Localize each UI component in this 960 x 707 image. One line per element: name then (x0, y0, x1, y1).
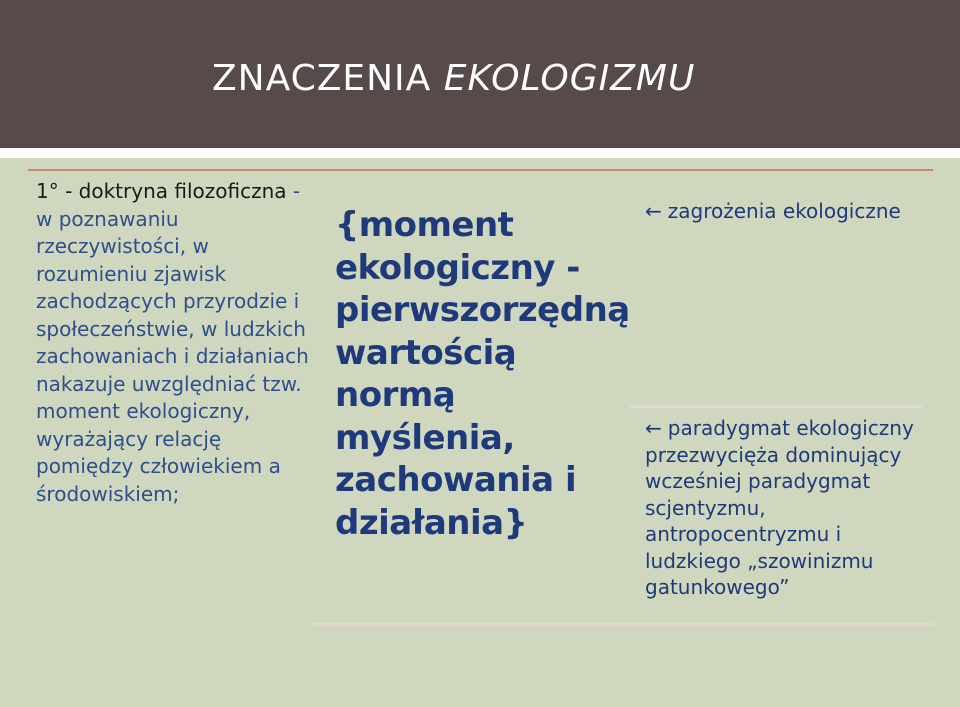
left-text: - w poznawaniu rzeczywistości, w rozumieniu zjawisk zachodzących przyrodzie i społeczeństwie, w ludzkich zachowaniach i działaniach nakazuje uwzględniać tzw. moment ekologiczny, wyrażający relację pomiędzy człowiekiem a środowiskiem; (36, 179, 309, 506)
slide-title-normal: ZNACZENIA (212, 58, 444, 99)
left-column (36, 178, 316, 508)
left-lead: 1° - doktryna filozoficzna (36, 179, 287, 203)
middle-column: {moment ekologiczny - pierwszorzędną wartością normą myślenia, zachowania i działania} (335, 205, 630, 543)
top-divider (28, 169, 933, 171)
right-divider (630, 405, 922, 408)
slide-title (212, 58, 695, 99)
title-band (0, 0, 960, 148)
arrow-left-icon: ← (645, 199, 662, 223)
right-bottom-block (645, 415, 935, 601)
slide-title-italic: EKOLOGIZMU (443, 58, 696, 99)
right-top-text: zagrożenia ekologiczne (667, 199, 901, 223)
bottom-divider (312, 623, 934, 626)
right-top-block (645, 198, 935, 225)
arrow-left-icon: ← (645, 416, 662, 440)
right-bottom-text: paradygmat ekologiczny przezwycięża dominujący wcześniej paradygmat scjentyzmu, antropocentryzmu i ludzkiego „szowinizmu gatunkowego” (645, 416, 914, 599)
